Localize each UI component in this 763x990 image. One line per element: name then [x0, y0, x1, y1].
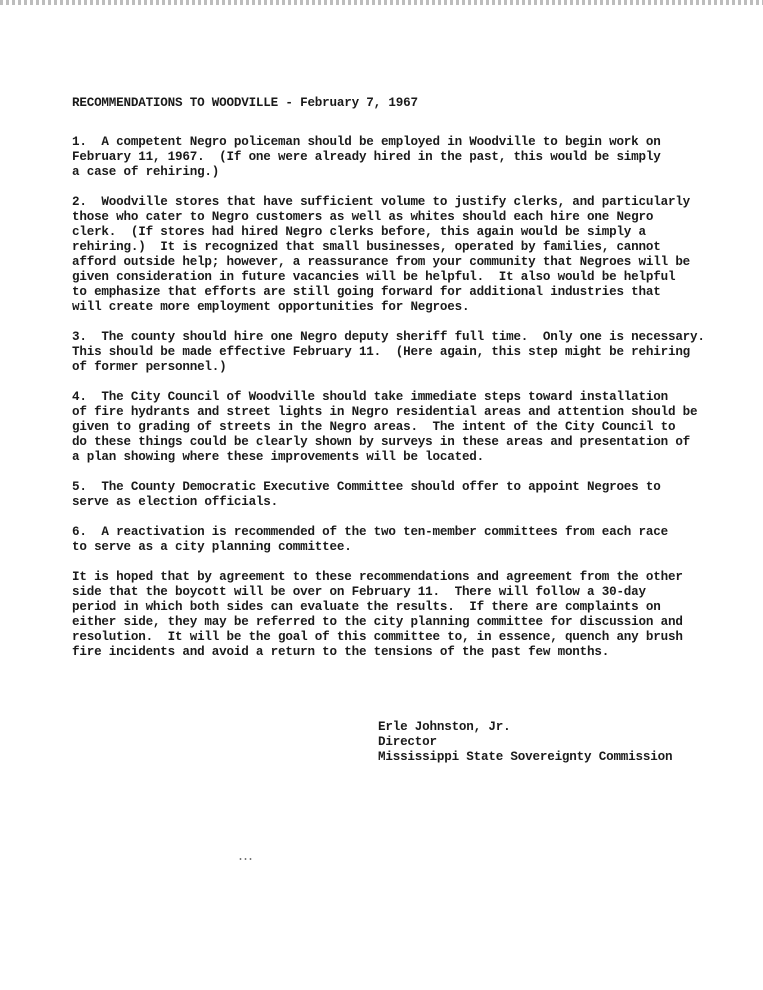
text-line: fire incidents and avoid a return to the tensions of the past few months. [72, 645, 610, 659]
text-line: to serve as a city planning committee. [72, 540, 352, 554]
text-line: 5. The County Democratic Executive Committee should offer to appoint Negroes to [72, 480, 661, 494]
text-line: do these things could be clearly shown by surveys in these areas and presentation of [72, 435, 691, 449]
text-line: rehiring.) It is recognized that small businesses, operated by families, cannot [72, 240, 661, 254]
recommendation-6 [72, 525, 722, 555]
text-line: will create more employment opportunities for Negroes. [72, 300, 470, 314]
memo-title: RECOMMENDATIONS TO WOODVILLE - February 7, 1967 [72, 96, 418, 110]
memo-page [72, 96, 722, 765]
recommendation-3 [72, 330, 722, 375]
text-line: those who cater to Negro customers as well as whites should each hire one Negro [72, 210, 654, 224]
text-line: serve as election officials. [72, 495, 279, 509]
text-line: to emphasize that efforts are still going forward for additional industries that [72, 285, 661, 299]
text-line: resolution. It will be the goal of this committee to, in essence, quench any brush [72, 630, 683, 644]
signer-name: Erle Johnston, Jr. [378, 720, 511, 734]
text-line: 2. Woodville stores that have sufficient volume to justify clerks, and particularly [72, 195, 691, 209]
text-line: 3. The county should hire one Negro deputy sheriff full time. Only one is necessary. [72, 330, 705, 344]
text-line: a case of rehiring.) [72, 165, 220, 179]
text-line: given to grading of streets in the Negro areas. The intent of the City Council to [72, 420, 676, 434]
signer-organization: Mississippi State Sovereignty Commission [378, 750, 673, 764]
text-line: given consideration in future vacancies will be helpful. It also would be helpful [72, 270, 676, 284]
signature-block [378, 720, 722, 765]
scan-edge [0, 0, 763, 5]
recommendation-2 [72, 195, 722, 315]
text-line: 4. The City Council of Woodville should take immediate steps toward installation [72, 390, 668, 404]
text-line: side that the boycott will be over on February 11. There will follow a 30-day [72, 585, 646, 599]
text-line: period in which both sides can evaluate the results. If there are complaints on [72, 600, 661, 614]
text-line: clerk. (If stores had hired Negro clerks before, this again would be simply a [72, 225, 646, 239]
text-line: afford outside help; however, a reassurance from your community that Negroes will be [72, 255, 691, 269]
signer-role: Director [378, 735, 437, 749]
text-line: either side, they may be referred to the city planning committee for discussion and [72, 615, 683, 629]
recommendation-4 [72, 390, 722, 465]
text-line: of former personnel.) [72, 360, 227, 374]
text-line: 1. A competent Negro policeman should be employed in Woodville to begin work on [72, 135, 661, 149]
text-line: of fire hydrants and street lights in Negro residential areas and attention should be [72, 405, 698, 419]
recommendation-1 [72, 135, 722, 180]
text-line: February 11, 1967. (If one were already hired in the past, this would be simply [72, 150, 661, 164]
text-line: 6. A reactivation is recommended of the two ten-member committees from each race [72, 525, 668, 539]
recommendation-5 [72, 480, 722, 510]
text-line: a plan showing where these improvements will be located. [72, 450, 485, 464]
closing-paragraph [72, 570, 722, 660]
scan-specks [238, 856, 252, 862]
text-line: This should be made effective February 11. (Here again, this step might be rehiring [72, 345, 691, 359]
text-line: It is hoped that by agreement to these recommendations and agreement from the other [72, 570, 683, 584]
